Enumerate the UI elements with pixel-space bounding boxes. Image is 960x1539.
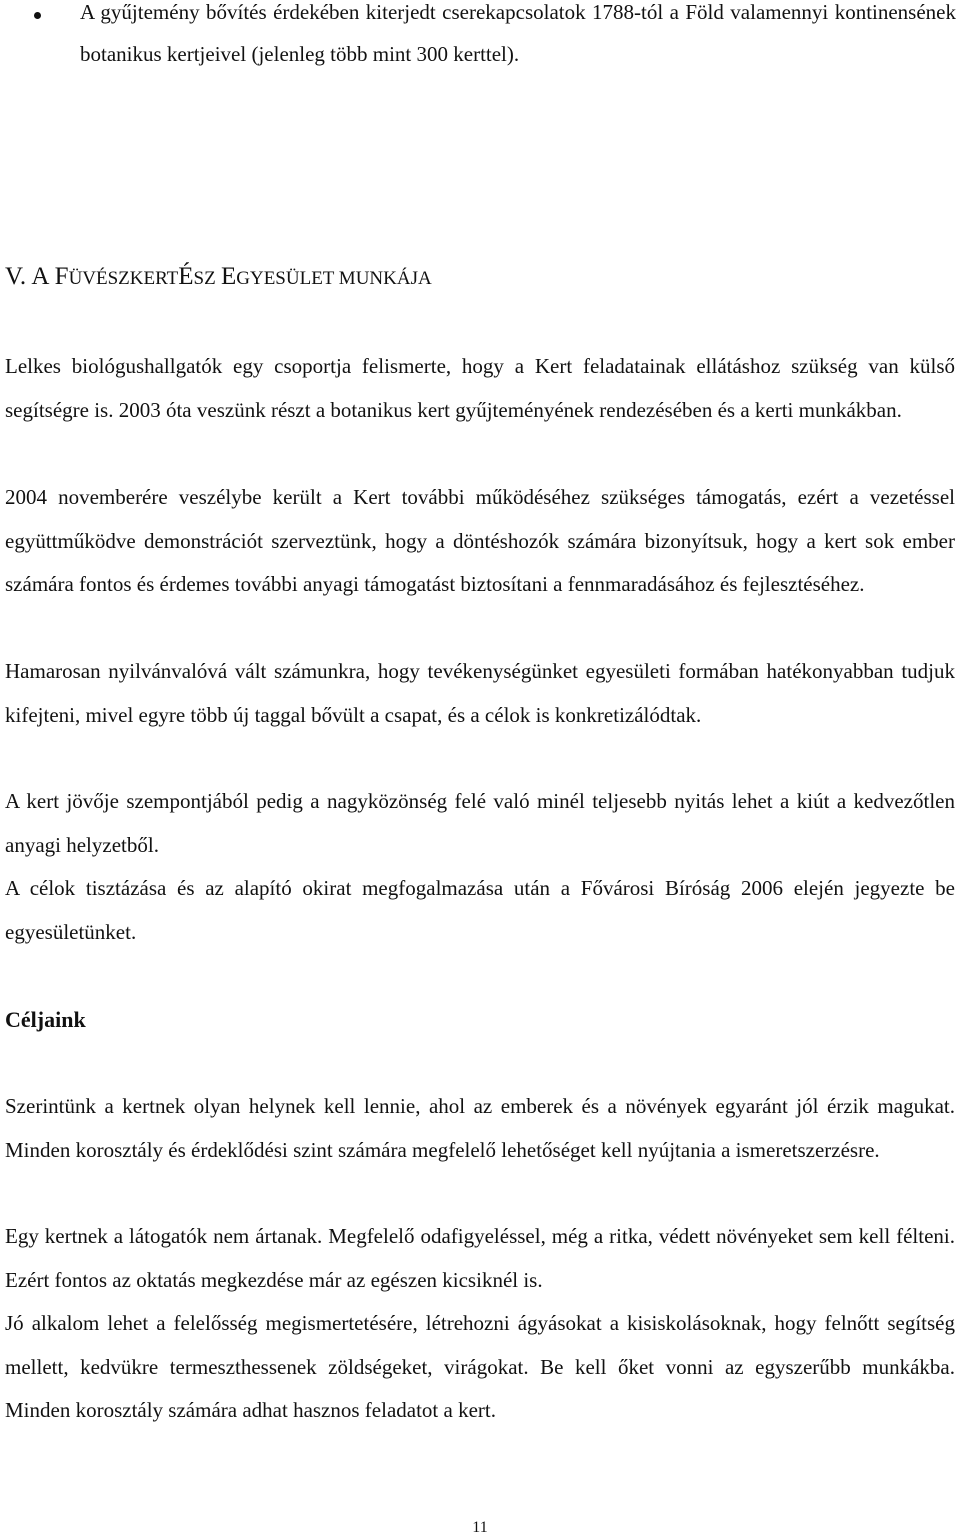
paragraph-celok-3: Jó alkalom lehet a felelősség megismertetésére, létrehozni ágyásokat a kisiskolásoknak, hogy felnőtt segítség mellett, kedvükre termeszthessenek zöldségeket, virágokat. Be kell őket vonni az egyszerűbb munkákba. Minden korosztály számára adhat hasznos feladatot a kert. (5, 1311, 955, 1422)
page-number: 11 (472, 1519, 488, 1536)
chapter-title-word-fuveszkertesz: FÜVÉSZKERTÉSZ (54, 263, 216, 290)
paragraph-celok-1: Szerintünk a kertnek olyan helynek kell lennie, ahol az emberek és a növények egyaránt jól érzik magukat. Minden korosztály és érdeklődési szint számára megfelelő lehetőséget kell nyújtania a ismeretszerzésre. (5, 1094, 955, 1162)
paragraph-bejegyzes: A célok tisztázása és az alapító okirat megfogalmazása után a Fővárosi Bíróság 2006 elején jegyezte be egyesületünket. (5, 876, 955, 944)
chapter-title-word-egyesulet: EGYESÜLET MUNKÁJA (220, 263, 432, 290)
section-heading: Céljaink (5, 1007, 86, 1032)
chapter-number: V. (5, 263, 27, 290)
paragraph-nyitas: A kert jövője szempontjából pedig a nagyközönség felé való minél teljesebb nyitás lehet a kiút a kedvezőtlen anyagi helyzetből. (5, 789, 955, 857)
bullet-item-text: A gyűjtemény bővítés érdekében kiterjedt cserekapcsolatok 1788-tól a Föld valamennyi kontinensének botanikus kertjeivel (jelenleg több mint 300 kerttel). (80, 0, 956, 66)
chapter-title-word-a: A (31, 263, 50, 290)
paragraph-celok-2: Egy kertnek a látogatók nem ártanak. Megfelelő odafigyeléssel, még a ritka, védett növényeket sem kell félteni. Ezért fontos az oktatás megkezdése már az egészen kicsiknél is. (5, 1224, 955, 1292)
paragraph-2004: 2004 novemberére veszélybe került a Kert további működéséhez szükséges támogatás, ezért a vezetéssel együttműködve demonstrációt szerveztünk, hogy a döntéshozók számára bizonyítsuk, hogy a kert sok ember számára fontos és érdemes további anyagi támogatást biztosítani a fennmaradásához és fejlesztéséhez. (5, 485, 955, 596)
chapter-title (5, 255, 955, 300)
bullet-icon (34, 12, 41, 19)
paragraph-intro: Lelkes biológushallgatók egy csoportja felismerte, hogy a Kert feladatainak ellátáshoz szükség van külső segítségre is. 2003 óta veszünk részt a botanikus kert gyűjteményének rendezésében és a kerti munkákban. (5, 354, 955, 422)
paragraph-egyesulet: Hamarosan nyilvánvalóvá vált számunkra, hogy tevékenységünket egyesületi formában hatékonyabban tudjuk kifejteni, mivel egyre több új taggal bővült a csapat, és a célok is konkretizálódtak. (5, 659, 955, 727)
